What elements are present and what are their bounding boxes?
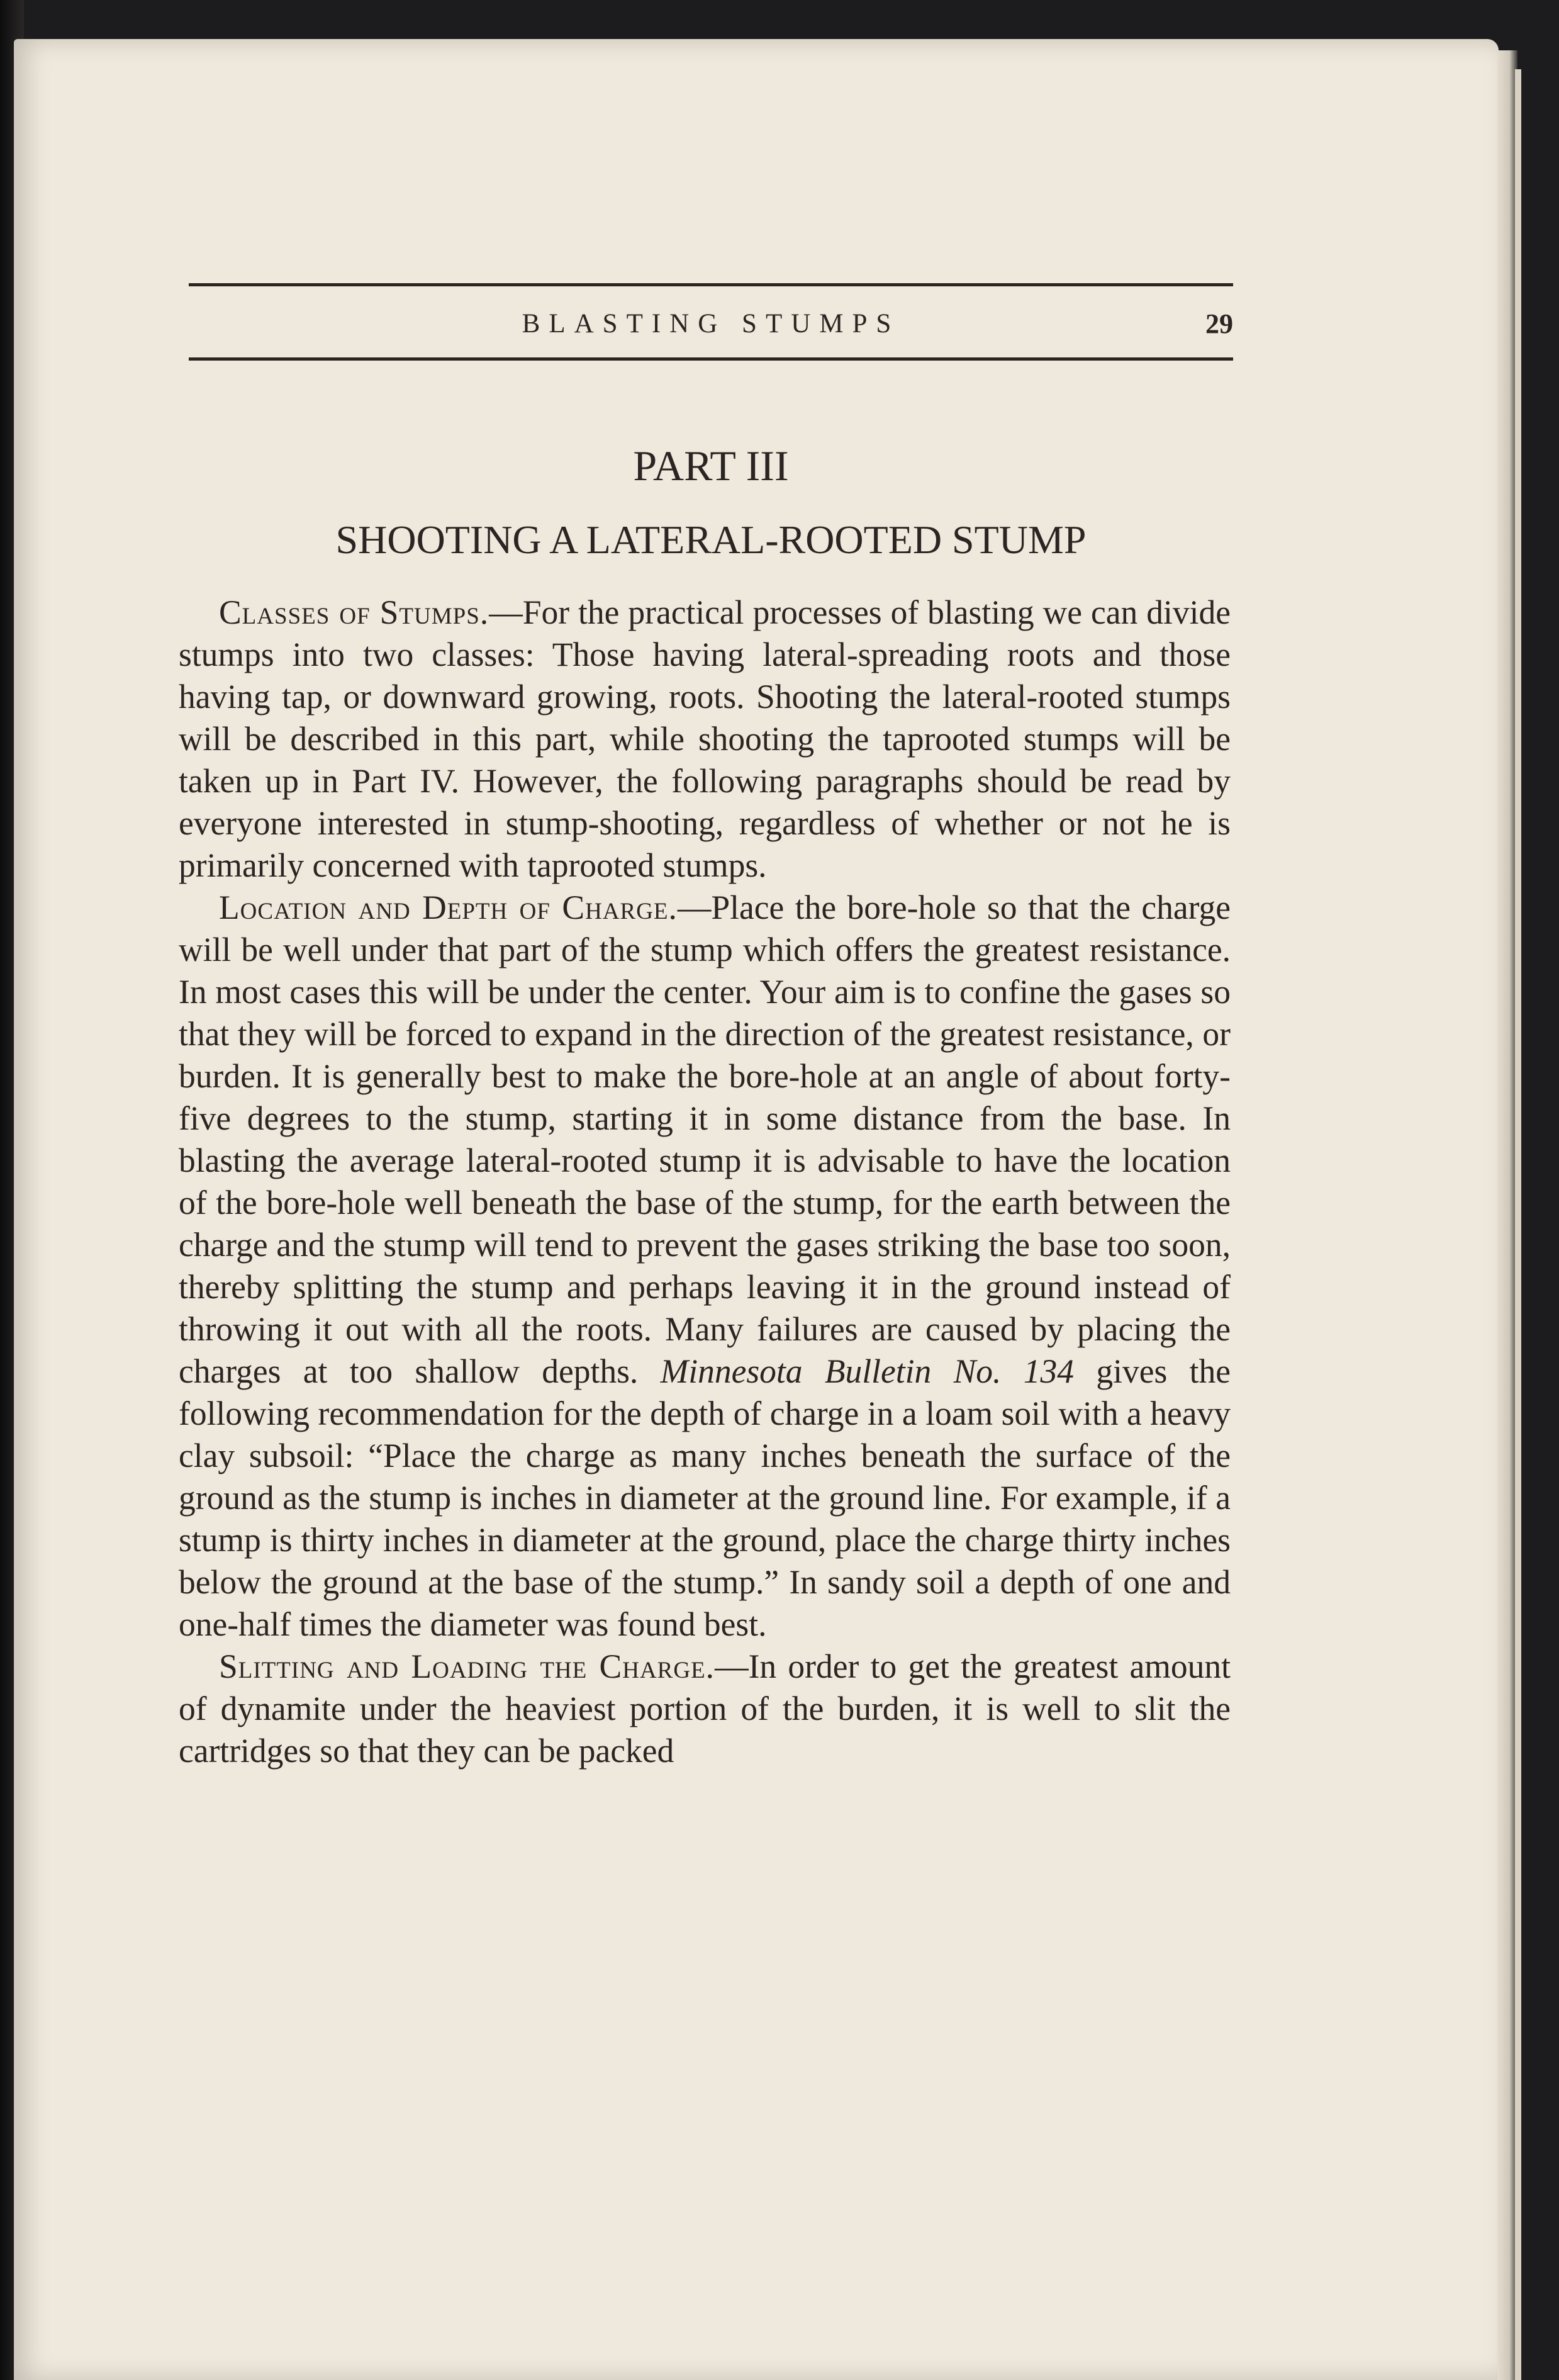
paragraph-text: —For the practical processes of blasting we can divide stumps into two classes: Those having lateral-spreading roots and those having tap, or downward growing, roots. Shooting the lateral-rooted stumps will be described in this part, while shooting the taprooted stumps will be taken up in Part IV. However, the following paragraphs should be read by everyone interested in stump-shooting, regardless of whether or not he is primarily concerned with taprooted stumps. xyxy=(179,593,1231,884)
body-text xyxy=(179,592,1231,1772)
header-rule-top xyxy=(189,283,1233,286)
paragraph-text-continued: gives the following recommendation for the depth of charge in a loam soil with a heavy clay subsoil: “Place the charge as many inches beneath the surface of the ground as the stump is inches in diameter at the ground line. For example, if a stump is thirty inches in diameter at the ground, place the charge thirty inches below the ground at the base of the stump.” In sandy soil a depth of one and one-half times the diameter was found best. xyxy=(179,1352,1231,1643)
page-number: 29 xyxy=(1205,308,1233,339)
part-heading: PART III xyxy=(633,442,789,490)
paragraph-lead: Slitting and Loading the Charge. xyxy=(219,1647,715,1685)
paragraph-location-and-depth xyxy=(179,887,1231,1646)
paragraph-lead: Classes of Stumps. xyxy=(219,593,489,631)
paragraph-text: —Place the bore-hole so that the charge will be well under that part of the stump which offers the greatest resistance. In most cases this will be under the center. Your aim is to confine the gases so that they will be forced to expand in the direction of the greatest resistance, or burden. It is generally best to make the bore-hole at an angle of about forty-five degrees to the stump, starting it in some distance from the base. In blasting the average lateral-rooted stump it is advisable to have the location of the bore-hole well beneath the base of the stump, for the earth between the charge and the stump will tend to prevent the gases striking the base too soon, thereby splitting the stump and perhaps leaving it in the ground instead of throwing it out with all the roots. Many failures are caused by placing the charges at too shallow depths. xyxy=(179,889,1231,1390)
paragraph-classes-of-stumps xyxy=(179,592,1231,887)
chapter-title: SHOOTING A LATERAL-ROOTED STUMP xyxy=(335,517,1087,562)
paragraph-lead: Location and Depth of Charge. xyxy=(219,889,678,926)
page-header xyxy=(189,283,1233,361)
page-edge-inner xyxy=(1515,69,1521,2380)
paragraph-slitting-and-loading xyxy=(179,1646,1231,1772)
running-head: BLASTING STUMPS xyxy=(522,309,900,339)
header-rule-bottom xyxy=(189,357,1233,361)
paragraph-text: —In order to get the greatest amount of dynamite under the heaviest portion of the burden, it is well to slit the cartridges so that they can be packed xyxy=(179,1647,1231,1770)
citation: Minnesota Bulletin No. 134 xyxy=(660,1352,1074,1390)
